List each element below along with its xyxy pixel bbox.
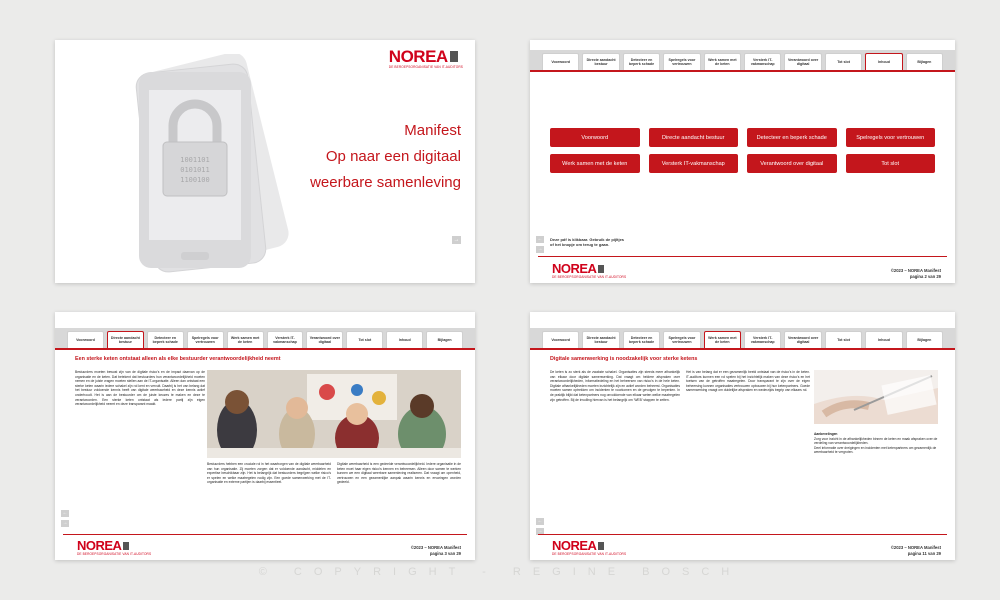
clickable-note: Deze pdf is klikbaar. Gebruik de pijltjes of het knopje om terug te gaan. (550, 237, 625, 247)
tab-directe-aandacht[interactable]: Directe aandacht bestuur (582, 331, 619, 348)
tab-inhoud[interactable]: Inhoud (386, 331, 423, 348)
page-nav-arrows (536, 236, 544, 253)
next-page-arrow-icon[interactable]: → (537, 246, 543, 252)
previous-page-arrow-icon[interactable]: ← (537, 236, 543, 242)
phone-lock-illustration (95, 54, 295, 274)
article-page-leadership (55, 312, 475, 560)
article-column-2: Bestuurders hebben een cruciale rol in het waarborgen van de digitale weerbaarheid van hun organisatie. Zij moeten zorgen dat er voldoende aandacht, middelen en expertise beschikbaar zijn. Het is belangrijk dat bestuurders begrijpen welke risico's er spelen en welke maatregelen nodig zijn. Een goede samenwerking met de IT-organisatie en externe partijen is daarbij essentieel. (207, 462, 331, 485)
footer-divider (538, 534, 947, 535)
norea-logo: NOREA DE BEROEPSORGANISATIE VAN IT-AUDITORS (77, 538, 152, 556)
norea-logo: NOREA DE BEROEPSORGANISATIE VAN IT-AUDITORS (552, 538, 627, 556)
article-column-2: Het is van belang dat er een gezamenlijk beeld ontstaat van de risico's in de keten. IT-auditors kunnen een rol spelen bij het inzichtelijk maken van deze risico's en het toetsen van de getroffen maatregelen. Door transparant te zijn over de eigen beheersing kunnen organisaties vertrouwen opbouwen bij hun ketenpartners. Goede samenwerking vraagt om duidelijke afspraken en wederzijds begrip van elkaars rol. (686, 370, 810, 393)
team-meeting-photo (207, 370, 461, 458)
previous-page-arrow-icon[interactable]: ← (537, 518, 543, 524)
tab-tot-slot[interactable]: Tot slot (825, 331, 862, 348)
norea-logo: NOREA DE BEROEPSORGANISATIE VAN IT-AUDITORS (552, 261, 627, 279)
footer-divider (538, 256, 947, 257)
page-nav-arrows (61, 510, 69, 527)
tab-bijlagen[interactable]: Bijlagen (426, 331, 463, 348)
page-nav-arrows (536, 518, 544, 535)
menu-directe-aandacht-button[interactable]: Directe aandacht bestuur (649, 128, 739, 147)
next-page-arrow-icon[interactable]: → (62, 520, 68, 526)
tab-voorwoord[interactable]: Voorwoord (542, 331, 579, 348)
footer-page-info: ©2023 – NOREA Manifest pagina 3 van 29 (410, 545, 461, 556)
footer-page-info: ©2023 – NOREA Manifest pagina 11 van 29 (890, 545, 941, 556)
menu-voorwoord-button[interactable]: Voorwoord (550, 128, 640, 147)
footer-page-info: ©2023 – NOREA Manifest pagina 2 van 29 (890, 268, 941, 279)
menu-tot-slot-button[interactable]: Tot slot (846, 154, 936, 173)
recommendations-title: Aanbevelingen (814, 432, 838, 436)
article-column-3: Digitale weerbaarheid is een gedeelde verantwoordelijkheid. Iedere organisatie in de keten moet haar eigen risico's kennen en beheersen. Alleen door samen te werken kunnen we een digitaal weerbare samenleving realiseren. Dat vraagt om openheid, vertrouwen en een gezamenlijke aanpak waarin kennis en ervaringen worden gedeeld. (337, 462, 461, 485)
menu-werk-samen-button[interactable]: Werk samen met de keten (550, 154, 640, 173)
tab-werk-samen[interactable]: Werk samen met de keten (704, 53, 741, 70)
svg-text:0101011: 0101011 (180, 166, 210, 174)
tab-inhoud[interactable]: Inhoud (865, 53, 902, 70)
cover-title (310, 118, 461, 196)
svg-text:1001101: 1001101 (180, 156, 210, 164)
chapter-menu (550, 128, 935, 173)
menu-verantwoord-button[interactable]: Verantwoord over digitaal (747, 154, 837, 173)
menu-spelregels-button[interactable]: Spelregels voor vertrouwen (846, 128, 936, 147)
tab-spelregels[interactable]: Spelregels voor vertrouwen (663, 331, 700, 348)
tab-inhoud[interactable]: Inhoud (865, 331, 902, 348)
cover-page (55, 40, 475, 283)
tab-werk-samen[interactable]: Werk samen met de keten (227, 331, 264, 348)
tab-bijlagen[interactable]: Bijlagen (906, 331, 943, 348)
menu-page (530, 40, 955, 283)
tab-tot-slot[interactable]: Tot slot (346, 331, 383, 348)
tab-verantwoord[interactable]: Verantwoord over digitaal (306, 331, 343, 348)
article-title: Een sterke keten ontstaat alleen als elke bestuurder verantwoordelijkheid neemt (75, 356, 281, 362)
cover-title-line1: Manifest (404, 122, 461, 139)
copyright-watermark: © COPYRIGHT - REGINE BOSCH (258, 566, 742, 578)
menu-versterk-button[interactable]: Versterk IT-vakmanschap (649, 154, 739, 173)
tab-versterk[interactable]: Versterk IT-vakmanschap (267, 331, 304, 348)
footer-divider (63, 534, 467, 535)
article-column-1: Bestuurders moeten bewust zijn van de digitale risico's en de impact daarvan op de organisatie en de keten. Dat betekent dat bestuurders hun verantwoordelijkheid moeten nemen en de juiste vragen moeten stellen aan de IT-organisatie. Alleen dan ontstaat een sterke keten waarin iedere schakel zijn rol kent en vervult. Daarbij is het van belang dat het bestuur voldoende kennis heeft van digitale weerbaarheid en deze kennis actief onderhoudt. Het is aan de bestuurder om de juiste keuzes te maken en deze te verantwoorden. Een sterke keten ontstaat als iedere partij zijn eigen verantwoordelijkheid neemt en deze transparant maakt. (75, 370, 205, 407)
tab-voorwoord[interactable]: Voorwoord (542, 53, 579, 70)
menu-detecteer-button[interactable]: Detecteer en beperk schade (747, 128, 837, 147)
tab-werk-samen[interactable]: Werk samen met de keten (704, 331, 741, 348)
svg-text:1100100: 1100100 (180, 176, 210, 184)
tab-spelregels[interactable]: Spelregels voor vertrouwen (663, 53, 700, 70)
tab-directe-aandacht[interactable]: Directe aandacht bestuur (107, 331, 144, 348)
tab-versterk[interactable]: Versterk IT-vakmanschap (744, 53, 781, 70)
article-title: Digitale samenwerking is noodzakelijk voor sterke ketens (550, 356, 698, 362)
tab-detecteer[interactable]: Detecteer en beperk schade (623, 331, 660, 348)
tab-spelregels[interactable]: Spelregels voor vertrouwen (187, 331, 224, 348)
tab-verantwoord[interactable]: Verantwoord over digitaal (784, 331, 821, 348)
tab-bar (55, 328, 475, 350)
recommendations-box (814, 432, 938, 455)
article-page-chain (530, 312, 955, 560)
norea-logo: NOREA DE BEROEPSORGANISATIE VAN IT-AUDITORS (388, 47, 463, 69)
tab-voorwoord[interactable]: Voorwoord (67, 331, 104, 348)
next-page-arrow-icon[interactable]: → (453, 237, 460, 243)
tab-bar (530, 328, 955, 350)
tab-bar (530, 50, 955, 72)
recommendation-item: Deel informatie over dreigingen en incidenten met ketenpartners om gezamenlijk de weerbaarheid te vergroten. (814, 445, 937, 455)
tab-detecteer[interactable]: Detecteer en beperk schade (147, 331, 184, 348)
tab-tot-slot[interactable]: Tot slot (825, 53, 862, 70)
cover-title-line3: weerbare samenleving (310, 174, 461, 191)
article-column-1: De keten is zo sterk als de zwakste schakel. Organisaties zijn steeds meer afhankelijk van elkaar door digitale samenwerking. Dat vraagt om heldere afspraken over verantwoordelijkheden, informatiedeling en het beheersen van risico's in de hele keten. Digitale afhankelijkheden moeten inzichtelijk zijn en actief worden beheerst. Organisaties moeten samen optrekken om incidenten te voorkomen en de gevolgen te beperken. In de praktijk blijkt dat ketenpartners nog onvoldoende van elkaar weten welke maatregelen zijn getroffen. Bij de invulling hiervan is het belangrijk om 'WEB' stappen te zetten. (550, 370, 680, 402)
previous-page-arrow-icon[interactable]: ← (62, 510, 68, 516)
tab-detecteer[interactable]: Detecteer en beperk schade (623, 53, 660, 70)
recommendation-item: Zorg voor inzicht in de afhankelijkheden binnen de keten en maak afspraken over de verdeling van verantwoordelijkheden. (814, 436, 938, 446)
tab-directe-aandacht[interactable]: Directe aandacht bestuur (582, 53, 619, 70)
next-page-arrow-icon[interactable]: → (537, 528, 543, 534)
tab-versterk[interactable]: Versterk IT-vakmanschap (744, 331, 781, 348)
pen-hand-photo (814, 370, 938, 424)
cover-title-line2: Op naar een digitaal (325, 148, 461, 165)
tab-bijlagen[interactable]: Bijlagen (906, 53, 943, 70)
tab-verantwoord[interactable]: Verantwoord over digitaal (784, 53, 821, 70)
